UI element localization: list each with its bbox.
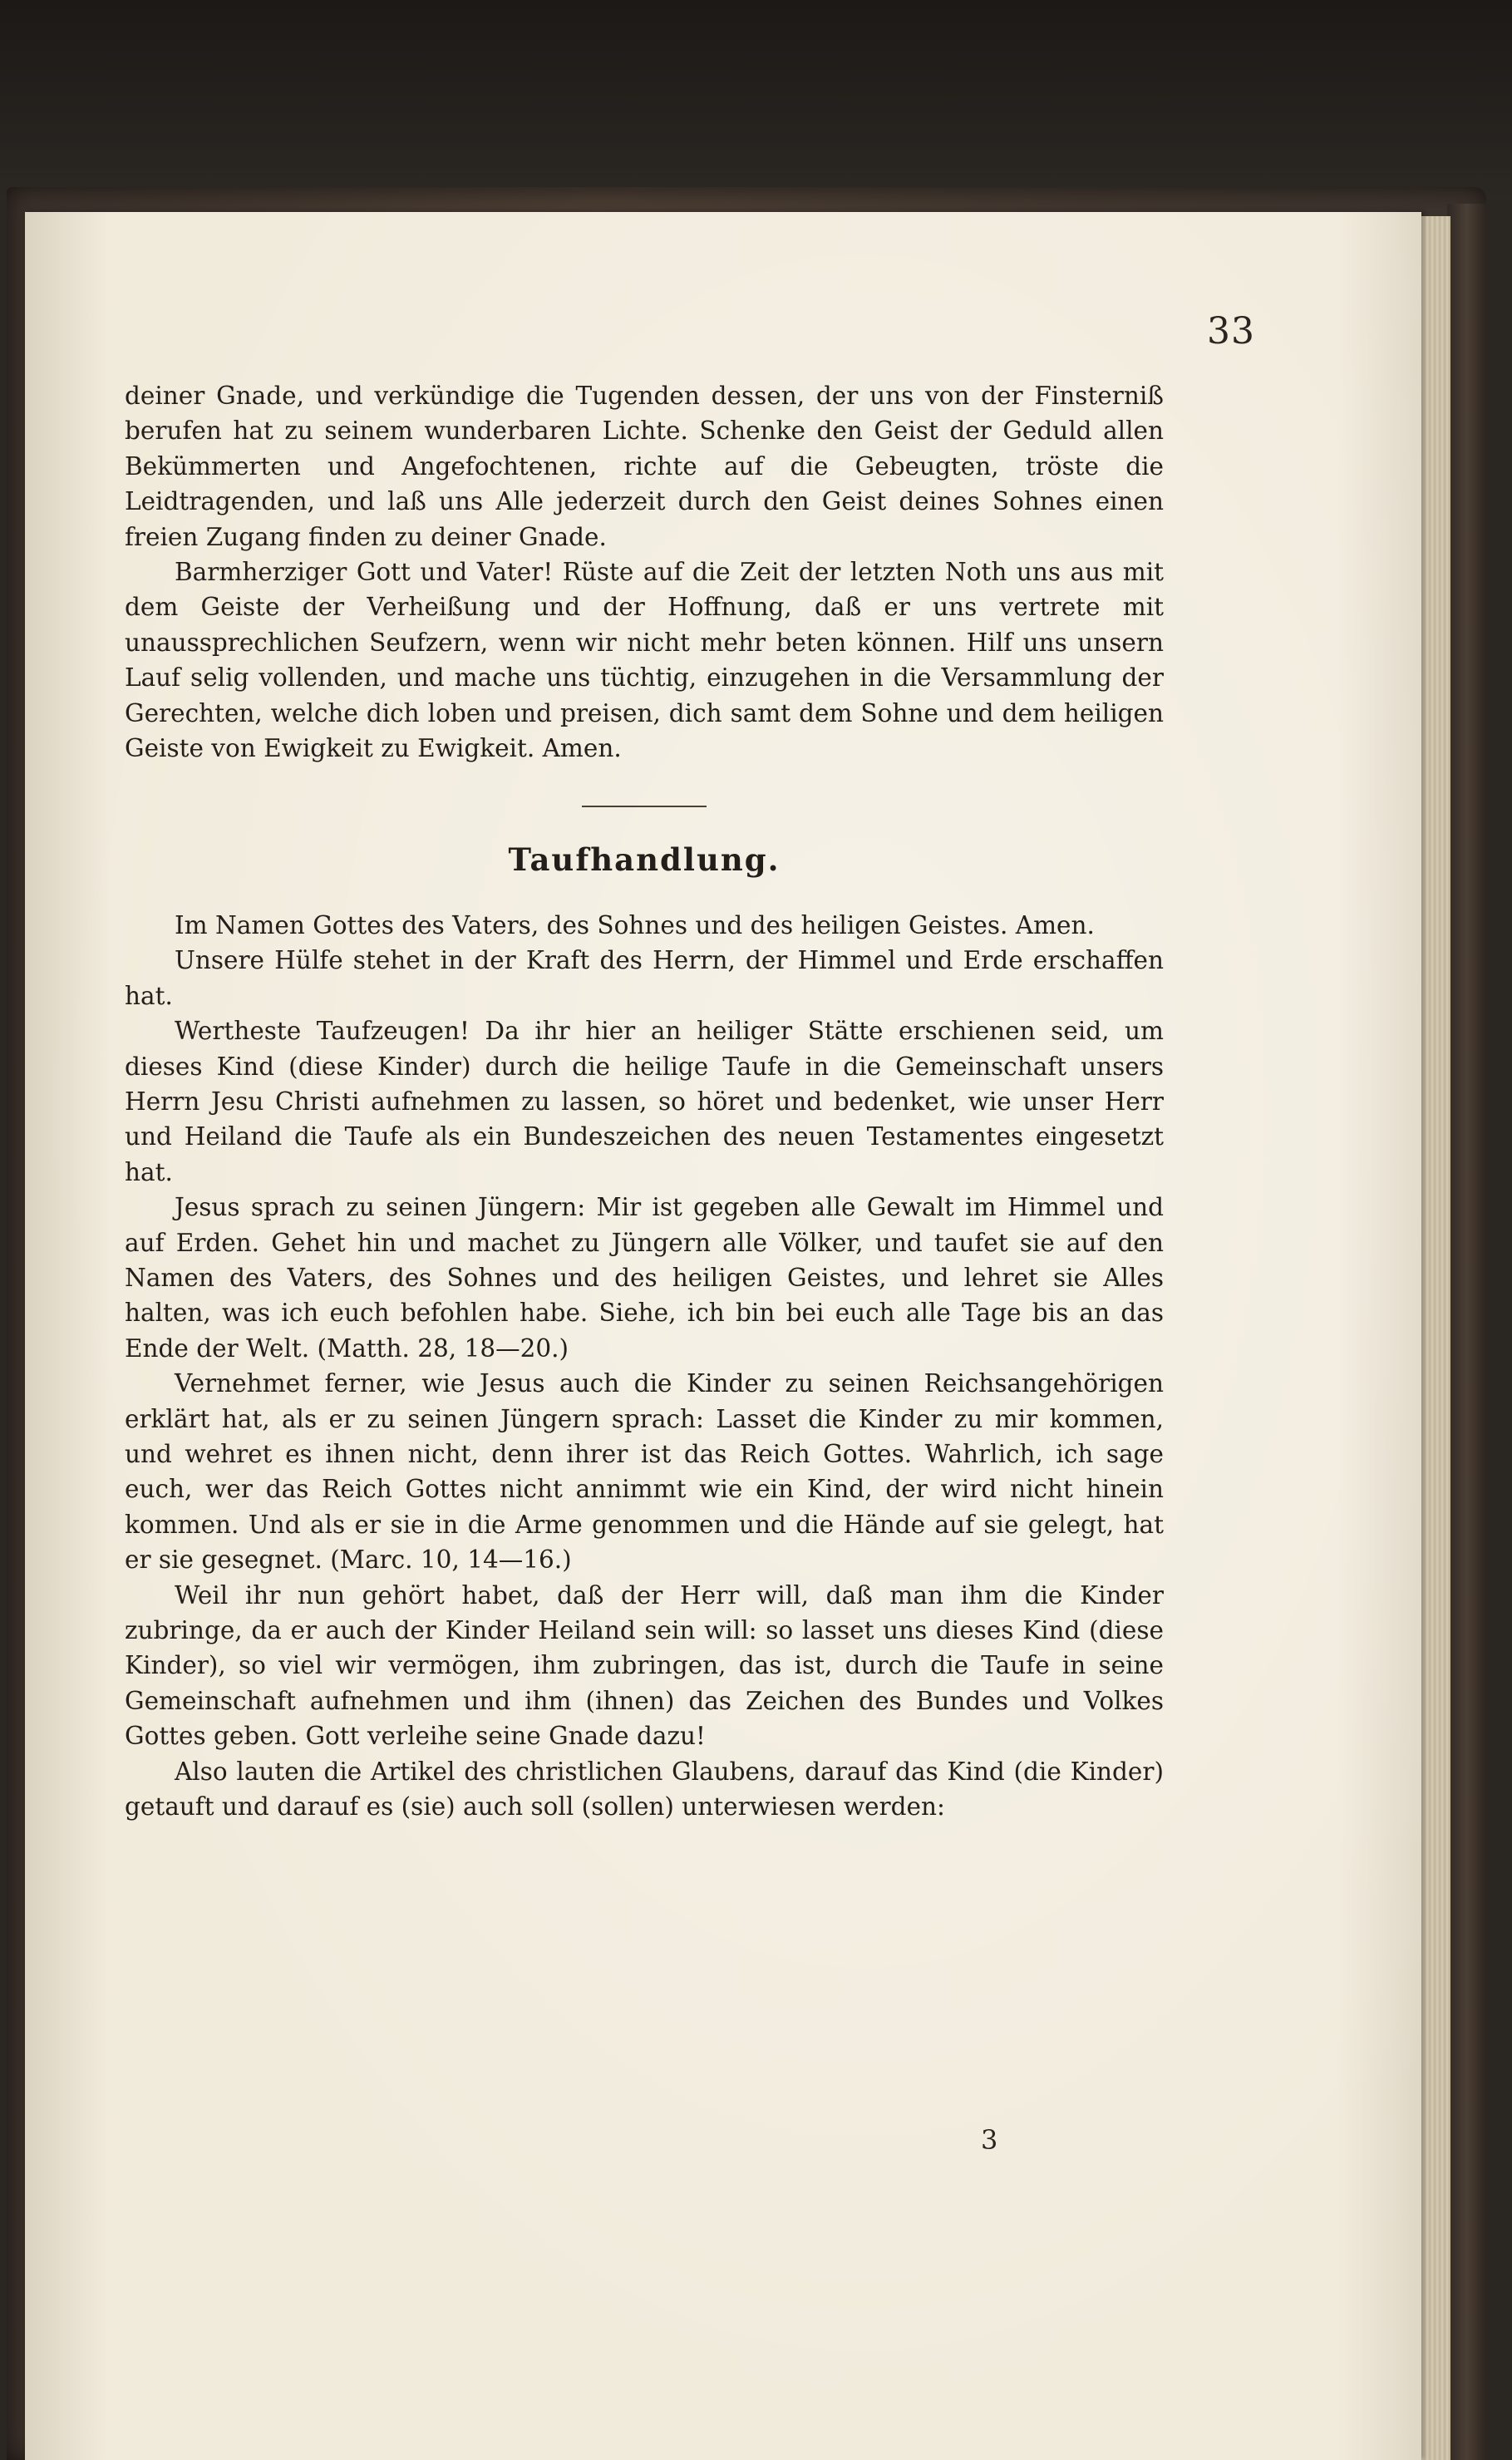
paragraph: Vernehmet ferner, wie Jesus auch die Kinder zu seinen Reichsangehörigen erklärt hat, als er zu seinen Jüngern sprach: Lasset die Kinder zu mir kommen, und wehret es ihnen nicht, denn ihrer ist das Reich Gottes. Wahrlich, ich sage euch, wer das Reich Gottes nicht annimmt wie ein Kind, der wird nicht hinein kommen. Und als er sie in die Arme genommen und die Hände auf sie gelegt, hat er sie gesegnet. (Marc. 10, 14—16.) bbox=[125, 1369, 1164, 1575]
page-number: 33 bbox=[1207, 310, 1255, 352]
section-heading: Taufhandlung. bbox=[508, 841, 781, 879]
paragraph: deiner Gnade, und verkündige die Tugenden dessen, der uns von der Finsterniß berufen hat zu seinem wunderbaren Lichte. Schenke den Geist der Geduld allen Bekümmerten und Angefochtenen, richte auf die Gebeugten, tröste die Leidtragenden, und laß uns Alle jederzeit durch den Geist deines Sohnes einen freien Zugang finden zu deiner Gnade. bbox=[125, 382, 1164, 551]
printer-signature-mark: 3 bbox=[981, 2124, 998, 2156]
paragraph: Jesus sprach zu seinen Jüngern: Mir ist gegeben alle Gewalt im Himmel und auf Erden. Gehet hin und machet zu Jüngern alle Völker, und taufet sie auf den Namen des Vaters, des Sohnes und des heiligen Geistes, und lehret sie Alles halten, was ich euch befohlen habe. Siehe, ich bin bei euch alle Tage bis an das Ende der Welt. (Matth. 28, 18—20.) bbox=[125, 1193, 1164, 1363]
book-page bbox=[25, 212, 1421, 2460]
paragraph: Unsere Hülfe stehet in der Kraft des Herrn, der Himmel und Erde erschaffen hat. bbox=[125, 946, 1164, 1010]
scan-background bbox=[0, 0, 1512, 200]
paragraph: Werthеste Taufzeugen! Da ihr hier an heiliger Stätte erschienen seid, um dieses Kind (diese Kinder) durch die heilige Taufe in die Gemeinschaft unsers Herrn Jesu Christi aufnehmen zu lassen, so höret und bedenket, wie unser Herr und Heiland die Taufe als ein Bundeszeichen des neuen Testamentes eingesetzt hat. bbox=[125, 1017, 1164, 1186]
paragraph: Im Namen Gottes des Vaters, des Sohnes und des heiligen Geistes. Amen. bbox=[175, 910, 1095, 939]
page-leaf-edges bbox=[1417, 216, 1450, 2460]
paragraph: Also lauten die Artikel des christlichen Glaubens, darauf das Kind (die Kinder) getauft und darauf es (sie) auch soll (sollen) unterwiesen werden: bbox=[125, 1757, 1164, 1822]
paragraph: Barmherziger Gott und Vater! Rüste auf die Zeit der letzten Noth uns aus mit dem Geiste der Verheißung und der Hoffnung, daß er uns vertrete mit unaussprechlichen Seufzern, wenn wir nicht mehr beten können. Hilf uns unsern Lauf selig vollenden, und mache uns tüchtig, einzugehen in die Versammlung der Gerechten, welche dich loben und preisen, dich samt dem Sohne und dem heiligen Geiste von Ewigkeit zu Ewigkeit. Amen. bbox=[125, 558, 1164, 763]
book-cover-edge bbox=[1447, 204, 1487, 2460]
section-divider bbox=[582, 806, 707, 807]
text-block bbox=[125, 378, 1164, 1824]
paragraph: Weil ihr nun gehört habet, daß der Herr will, daß man ihm die Kinder zubringe, da er auch der Kinder Heiland sein will: so lasset uns dieses Kind (diese Kinder), so viel wir vermögen, ihm zubringen, das ist, durch die Taufe in seine Gemeinschaft aufnehmen und ihm (ihnen) das Zeichen des Bundes und Volkes Gottes geben. Gott verleihe seine Gnade dazu! bbox=[125, 1580, 1164, 1751]
